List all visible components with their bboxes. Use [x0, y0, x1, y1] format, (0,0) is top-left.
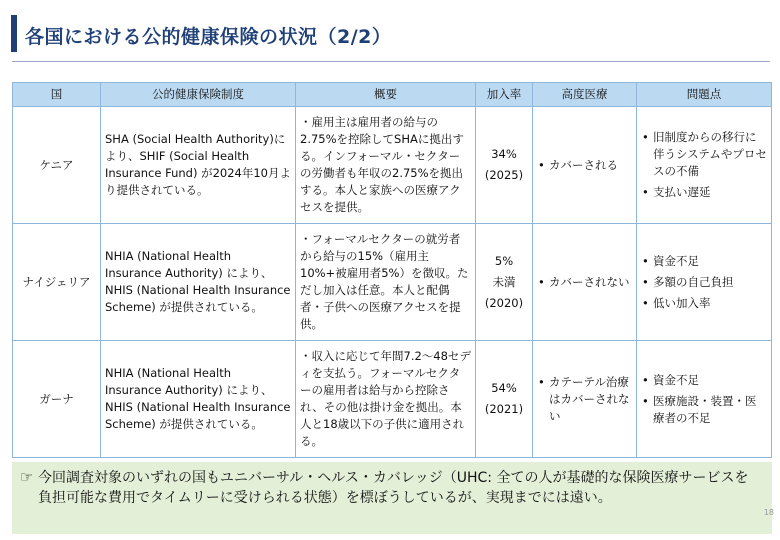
cell-system: NHIA (National Health Insurance Authority) により、NHIS (National Health Insurance Scheme) が提供されている。	[101, 224, 296, 341]
cell-system: NHIA (National Health Insurance Authority) により、NHIS (National Health Insurance Scheme) が提供されている。	[101, 341, 296, 458]
cell-advanced-care	[533, 107, 637, 224]
issue-item: • 資金不足	[641, 372, 767, 389]
rate-year: (2021)	[484, 402, 524, 416]
table-row	[13, 107, 772, 224]
title-divider	[12, 61, 770, 62]
cell-system: SHA (Social Health Authority)により、SHIF (Social Health Insurance Fund) が2024年10月より提供されている。	[101, 107, 296, 224]
header-enrollment-rate: 加入率	[476, 83, 533, 107]
cell-advanced-care	[533, 341, 637, 458]
table-row	[13, 341, 772, 458]
header-country: 国	[13, 83, 101, 107]
cell-country: ナイジェリア	[13, 224, 101, 341]
cell-enrollment-rate	[476, 224, 533, 341]
issue-item: • 支払い遅延	[641, 184, 767, 201]
rate-value: 5%	[494, 253, 514, 268]
cell-advanced-care	[533, 224, 637, 341]
table-row	[13, 224, 772, 341]
cell-country: ケニア	[13, 107, 101, 224]
cell-enrollment-rate	[476, 107, 533, 224]
note-text: 今回調査対象のいずれの国もユニバーサル・ヘルス・カバレッジ（UHC: 全ての人が基礎的な保険医療サービスを負担可能な費用でタイムリーに受けられる状態）を標ぼうしているが、実現までには遠い。	[38, 470, 749, 506]
rate-qualifier: 未満	[492, 274, 516, 289]
rate-year: (2025)	[484, 168, 524, 182]
issue-item: • 資金不足	[641, 253, 767, 270]
issue-item: • 旧制度からの移行に伴うシステムやプロセスの不備	[641, 129, 767, 180]
header-issues: 問題点	[637, 83, 772, 107]
pointing-hand-icon: ☞	[20, 468, 34, 486]
cell-summary: ・フォーマルセクターの就労者から給与の15%（雇用主10%+被雇用者5%）を徴収。ただし加入は任意。本人と配偶者・子供への医療アクセスを提供。	[296, 224, 476, 341]
advanced-care-item: • カバーされる	[537, 157, 632, 174]
table-header-row	[13, 83, 772, 107]
cell-summary: ・収入に応じて年間7.2～48セディを支払う。フォーマルセクターの雇用者は給与から控除され、その他は掛け金を拠出。本人と18歳以下の子供に適用される。	[296, 341, 476, 458]
issue-item: • 低い加入率	[641, 295, 767, 312]
cell-summary: ・雇用主は雇用者の給与の2.75%を控除してSHAに拠出する。インフォーマル・セクターの労働者も年収の2.75%を拠出する。本人と家族への医療アクセスを提供。	[296, 107, 476, 224]
cell-country: ガーナ	[13, 341, 101, 458]
page-number: 18	[763, 508, 774, 517]
header-system: 公的健康保険制度	[101, 83, 296, 107]
insurance-table	[12, 82, 772, 458]
rate-value: 34%	[491, 147, 517, 161]
cell-issues	[637, 224, 772, 341]
header-summary: 概要	[296, 83, 476, 107]
title-accent-bar	[11, 15, 17, 52]
cell-enrollment-rate	[476, 341, 533, 458]
cell-issues	[637, 107, 772, 224]
issue-item: • 医療施設・装置・医療者の不足	[641, 393, 767, 427]
page-title: 各国における公的健康保険の状況（2/2）	[25, 26, 392, 48]
advanced-care-item: • カバーされない	[537, 274, 632, 291]
rate-year: (2020)	[484, 295, 524, 310]
conclusion-note	[12, 462, 772, 534]
rate-value: 54%	[491, 381, 517, 395]
cell-issues	[637, 341, 772, 458]
advanced-care-item: • カテーテル治療はカバーされない	[537, 374, 632, 425]
header-advanced-care: 高度医療	[533, 83, 637, 107]
issue-item: • 多額の自己負担	[641, 274, 767, 291]
